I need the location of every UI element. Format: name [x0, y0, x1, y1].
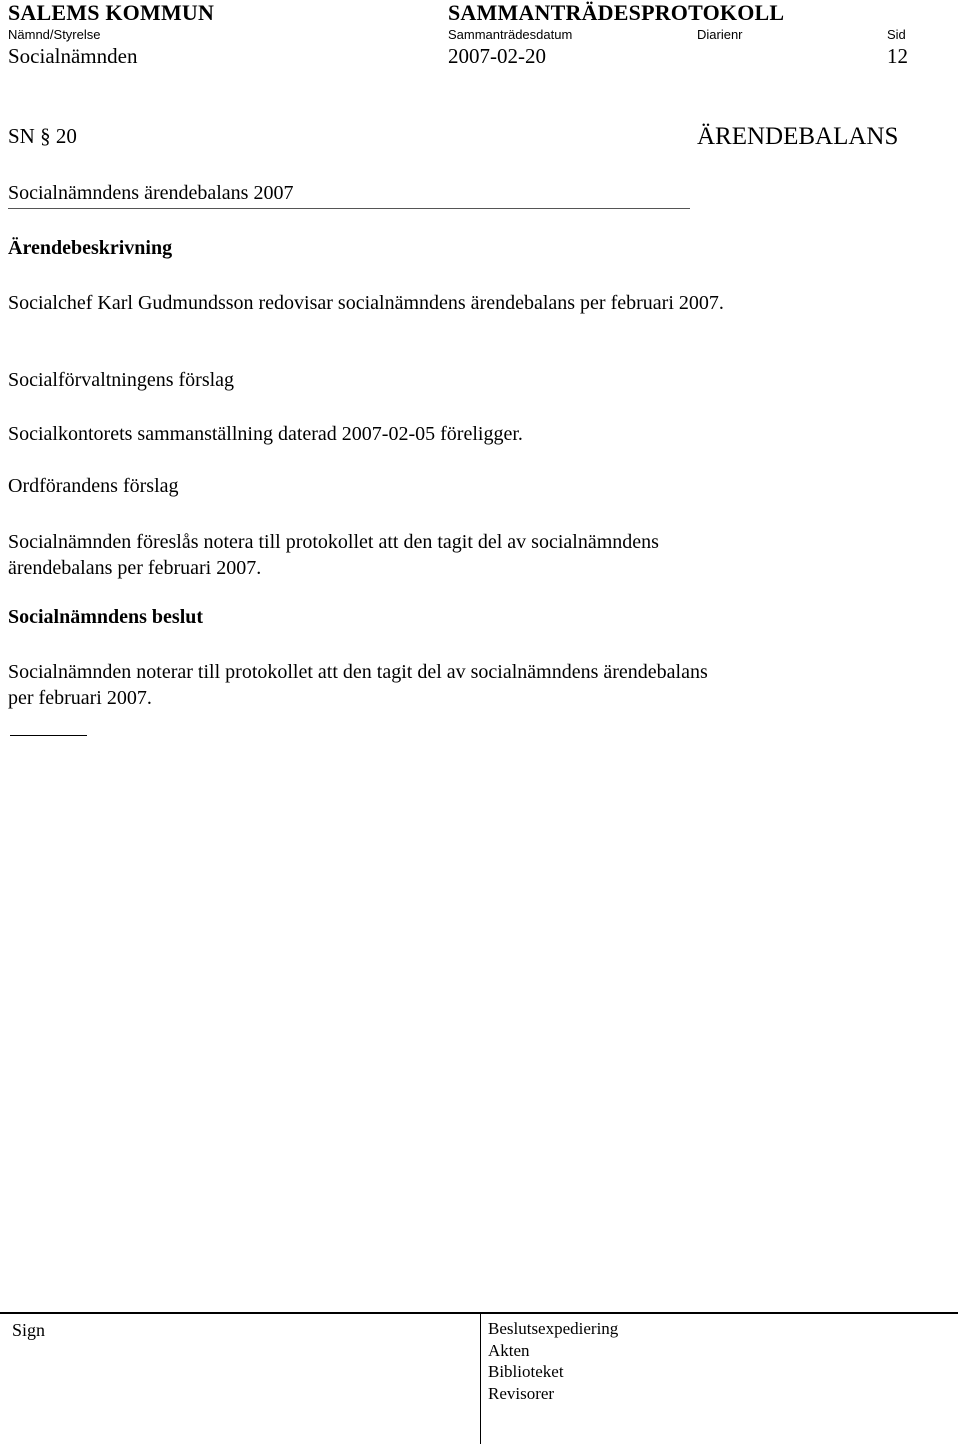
document-type: SAMMANTRÄDESPROTOKOLL	[448, 0, 785, 25]
distribution-item: Akten	[488, 1340, 530, 1360]
distribution-item: Beslutsexpediering	[488, 1319, 619, 1338]
subject-underline	[8, 208, 690, 209]
item-heading: ÄRENDEBALANS	[697, 123, 899, 150]
signature-divider	[480, 1314, 481, 1444]
page-number: 12	[887, 44, 908, 68]
item-number: SN § 20	[8, 124, 77, 148]
sign-label: Sign	[12, 1320, 46, 1340]
end-rule	[10, 735, 87, 736]
section-text-administration-proposal: Socialkontorets sammanställning daterad 2007-02-05 föreligger.	[8, 423, 523, 445]
registration-number-label: Diarienr	[697, 27, 743, 42]
signature-box	[0, 1312, 958, 1444]
section-heading-decision: Socialnämndens beslut	[8, 606, 204, 628]
board-value: Socialnämnden	[8, 44, 138, 68]
distribution-item: Revisorer	[488, 1383, 555, 1403]
distribution-item: Biblioteket	[488, 1362, 564, 1381]
section-text-chair-proposal: Socialnämnden föreslås notera till protokollet att den tagit del av socialnämndens ärendebalans per februari 2007.	[8, 531, 659, 579]
meeting-date-value: 2007-02-20	[448, 44, 546, 68]
section-heading-administration-proposal: Socialförvaltningens förslag	[8, 369, 235, 391]
meeting-date-label: Sammanträdesdatum	[448, 27, 573, 42]
page-label: Sid	[887, 27, 906, 42]
org-name: SALEMS KOMMUN	[8, 0, 215, 25]
section-text-decision: Socialnämnden noterar till protokollet att den tagit del av socialnämndens ärendebalans per februari 2007.	[8, 661, 708, 709]
section-heading-chair-proposal: Ordförandens förslag	[8, 475, 179, 497]
item-subject: Socialnämndens ärendebalans 2007	[8, 182, 294, 204]
section-text-description: Socialchef Karl Gudmundsson redovisar socialnämndens ärendebalans per februari 2007.	[8, 292, 724, 314]
section-heading-description: Ärendebeskrivning	[8, 237, 173, 259]
board-label: Nämnd/Styrelse	[8, 27, 101, 42]
distribution-list	[488, 1318, 618, 1404]
